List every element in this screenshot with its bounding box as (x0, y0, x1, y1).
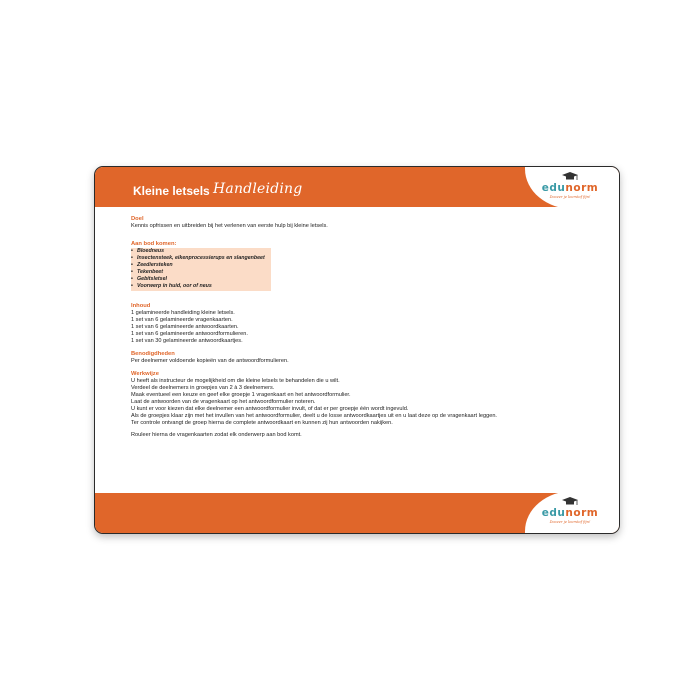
werkwijze-line: Laat de antwoorden van de vragenkaart op het antwoordformulier noteren. (131, 399, 316, 405)
list-item: • Voorwerp in huid, oor of neus (137, 283, 271, 290)
inhoud-line: 1 set van 6 gelamineerde vragenkaarten. (131, 317, 233, 323)
logo-tagline: Doceer je leerstof fijn! (549, 520, 591, 524)
list-item: • Zeediersteken (137, 262, 271, 269)
topics-box (131, 248, 271, 291)
logo-wordmark: edunorm (541, 507, 599, 519)
list-item: • Gebitsletsel (137, 276, 271, 283)
doel-text: Kennis opfrissen en uitbreiden bij het verlenen van eerste hulp bij kleine letsels. (131, 223, 328, 229)
card-content (131, 216, 571, 439)
werkwijze-line: U heeft als instructeur de mogelijkheid om die kleine letsels te behandelen die u wilt. (131, 378, 340, 384)
werkwijze-line: U kunt er voor kiezen dat elke deelnemer een antwoordformulier invult, of dat er per groepje één wordt ingevuld. (131, 406, 409, 412)
werkwijze-heading: Werkwijze (131, 371, 159, 377)
inhoud-line: 1 set van 6 gelamineerde antwoordkaarten. (131, 324, 239, 330)
benodigdheden-text: Per deelnemer voldoende kopieën van de antwoordformulieren. (131, 358, 289, 364)
inhoud-line: 1 gelamineerde handleiding kleine letsels. (131, 310, 235, 316)
werkwijze-closing: Rouleer hierna de vragenkaarten zodat elk onderwerp aan bod komt. (131, 432, 302, 438)
inhoud-line: 1 set van 30 gelamineerde antwoordkaartjes. (131, 338, 243, 344)
inhoud-line: 1 set van 6 gelamineerde antwoordformulieren. (131, 331, 248, 337)
werkwijze-line: Verdeel de deelnemers in groepjes van 2 à 3 deelnemers. (131, 385, 275, 391)
topics-list (131, 248, 271, 290)
doel-heading: Doel (131, 216, 144, 222)
instruction-card (94, 166, 620, 534)
logo-wordmark: edunorm (541, 182, 599, 194)
card-subtitle: Handleiding (213, 181, 303, 197)
logo-tagline: Doceer je leerstof fijn! (549, 195, 591, 199)
inhoud-heading: Inhoud (131, 303, 151, 309)
werkwijze-line: Maak eventueel een keuze en geef elke groepje 1 vragenkaart en het antwoordformulier. (131, 392, 351, 398)
werkwijze-line: Ter controle ontvangt de groep hierna de complete antwoordkaart en kunnen zij hun antwoorden nakijken. (131, 420, 393, 426)
benodigdheden-heading: Benodigdheden (131, 351, 175, 357)
list-item: • Insectensteek, eikenprocessierups en slangenbeet (137, 255, 271, 262)
werkwijze-line: Als de groepjes klaar zijn met het invullen van het antwoordformulier, deelt u de losse antwoordkaartjes uit en u laat deze op de vragenkaart leggen. (131, 413, 497, 419)
edunorm-logo-top (535, 172, 605, 204)
aanbod-heading: Aan bod komen: (131, 241, 177, 247)
list-item: • Tekenbeet (137, 269, 271, 276)
card-title: Kleine letsels (133, 184, 210, 198)
edunorm-logo-bottom (535, 497, 605, 529)
list-item: • Bloedneus (137, 248, 271, 255)
